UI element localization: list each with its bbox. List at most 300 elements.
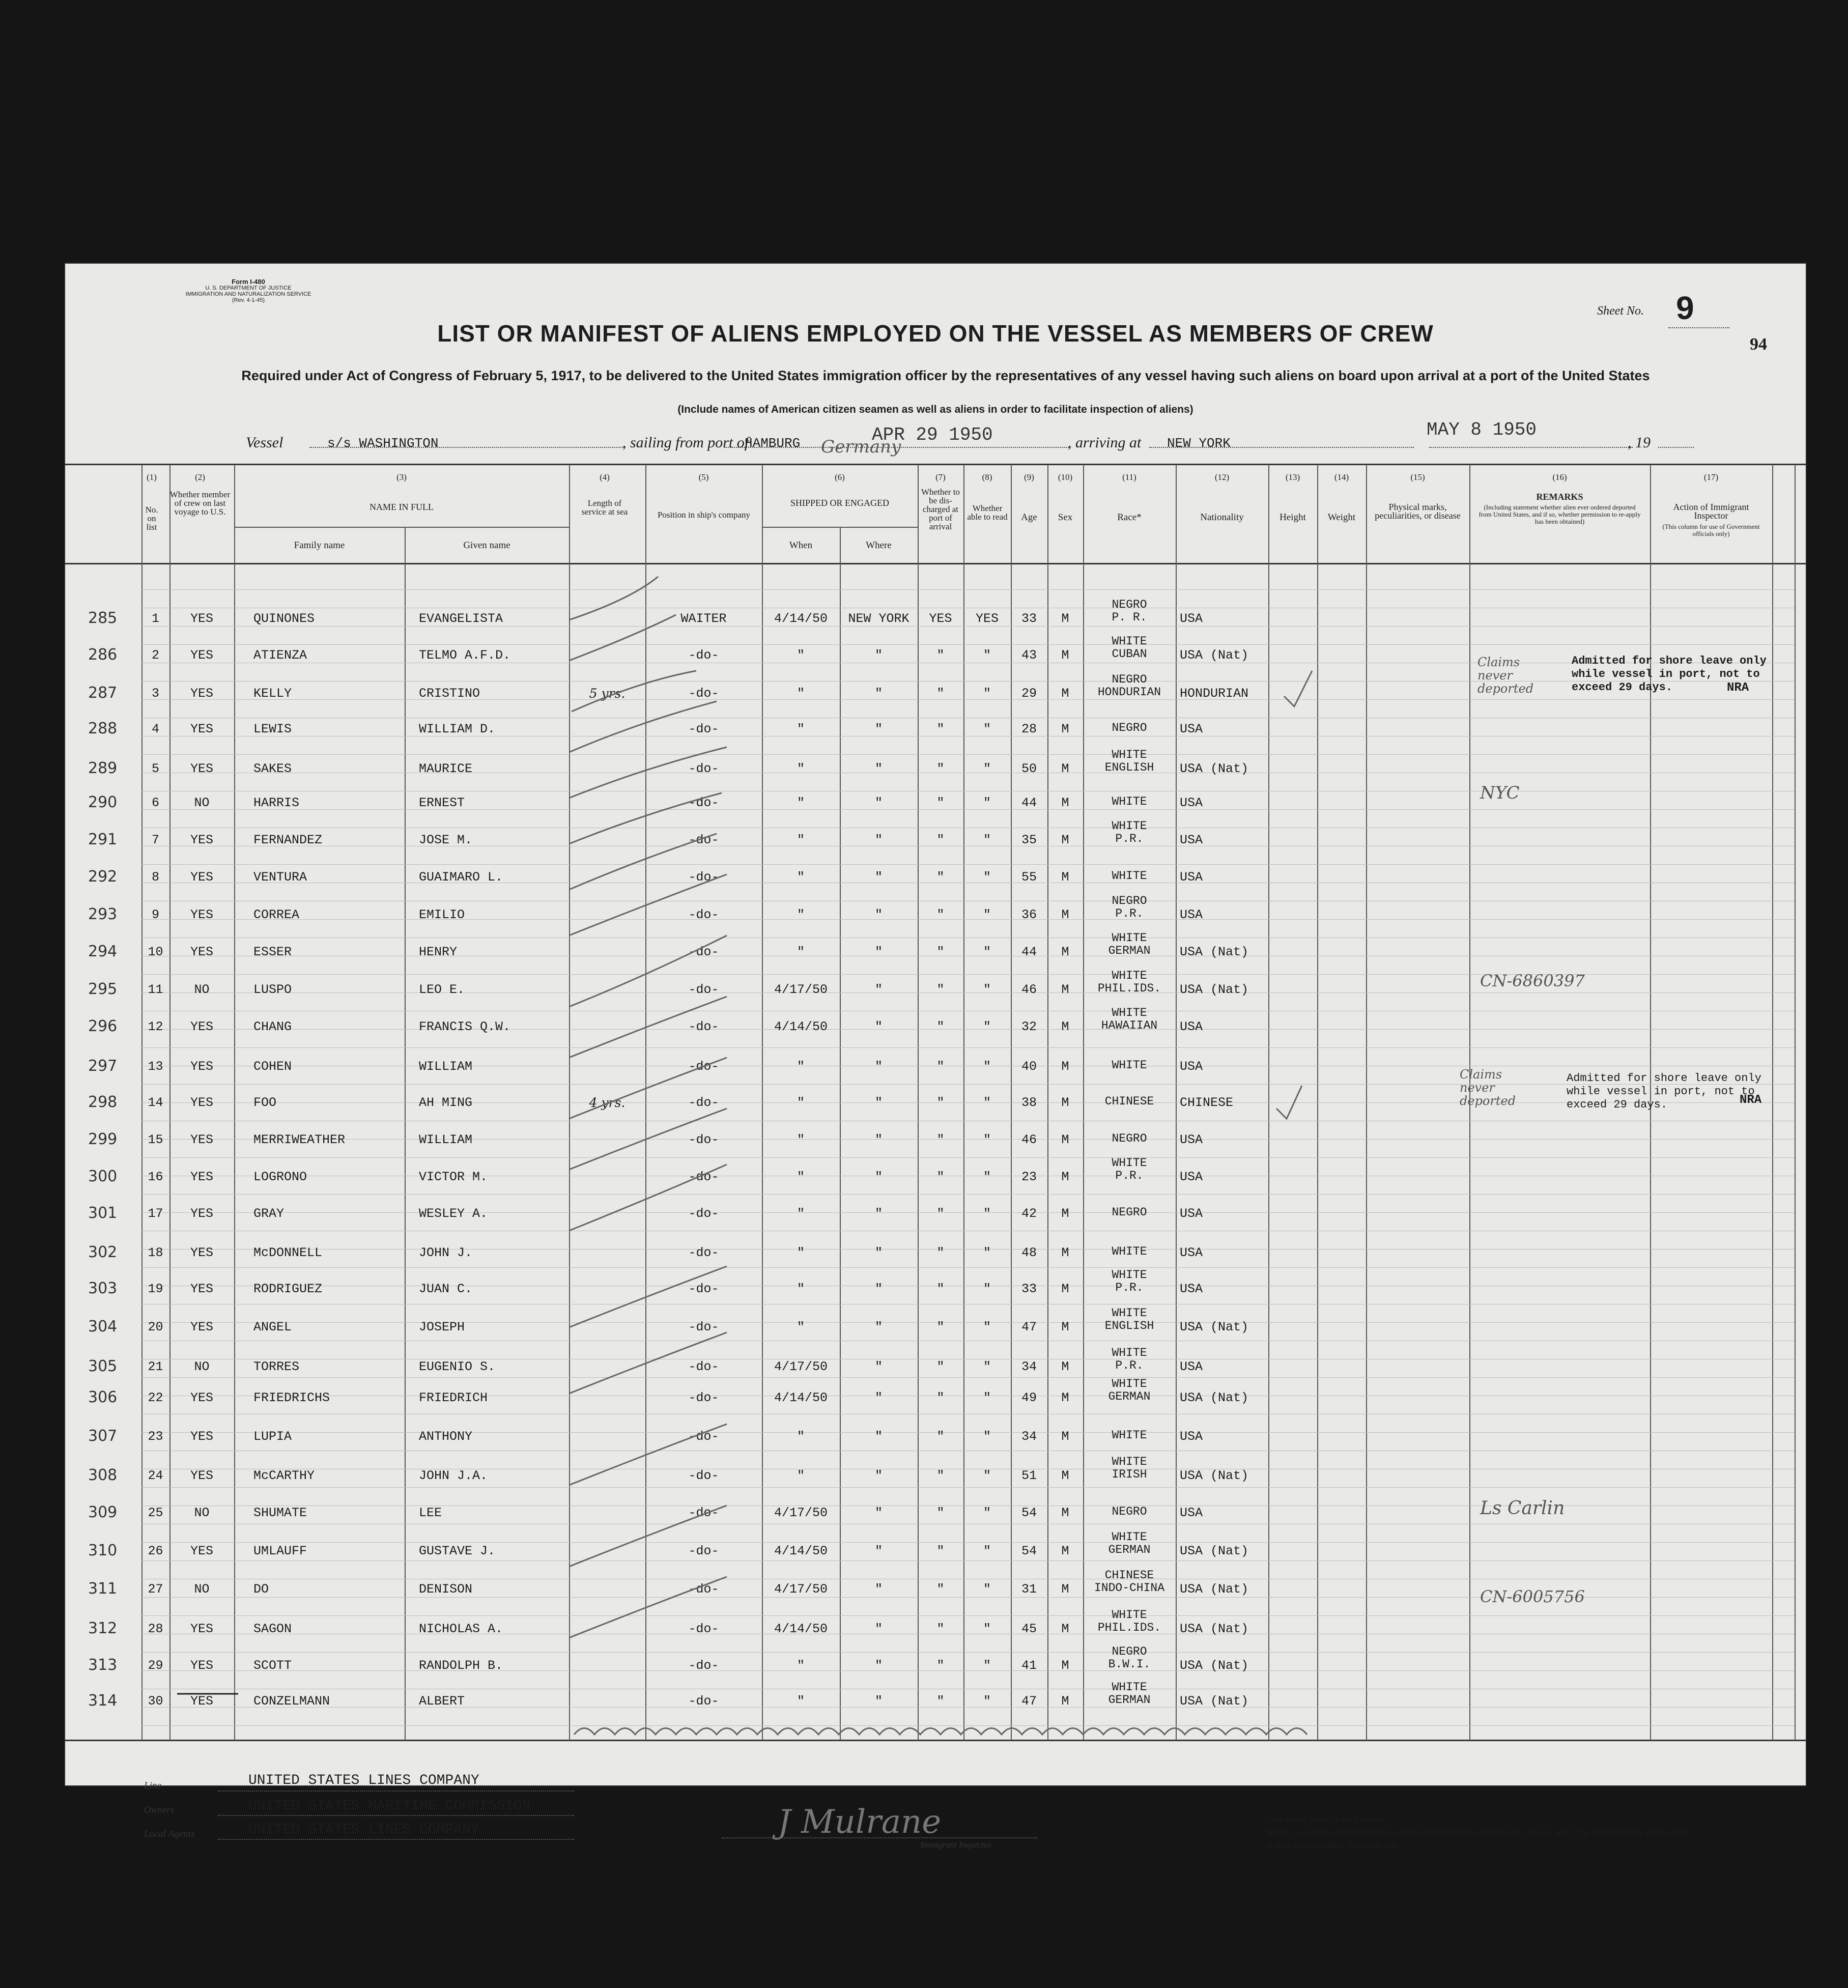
discharged: YES [929, 611, 952, 626]
race-line-2: CUBAN [1112, 647, 1147, 661]
position: -do- [688, 1429, 719, 1444]
shipped-where: " [874, 1390, 883, 1405]
header-age: Age [1021, 512, 1037, 523]
shipped-where: " [874, 1282, 883, 1296]
shipped-when: " [797, 1095, 805, 1110]
list-no: 6 [151, 796, 159, 810]
given-name: GUAIMARO L. [419, 870, 503, 885]
member-cell: NO [194, 1506, 210, 1520]
list-no: 14 [148, 1095, 163, 1110]
col-num-14: (14) [1334, 472, 1349, 482]
given-name: DENISON [419, 1582, 473, 1597]
race-line-1: WHITE [1112, 748, 1147, 761]
sailing-label: , sailing from port of [622, 434, 749, 451]
race-line-1: NEGRO [1112, 1645, 1147, 1658]
age: 54 [1021, 1506, 1037, 1520]
position: -do- [688, 1095, 719, 1110]
shipped-when: " [797, 1694, 805, 1709]
discharged: " [936, 907, 945, 922]
position: -do- [688, 761, 719, 776]
shipped-where: " [874, 1544, 883, 1558]
header-weight: Weight [1327, 512, 1356, 523]
shipped-when: " [797, 907, 805, 922]
age: 49 [1021, 1390, 1037, 1405]
able-to-read: " [983, 833, 991, 847]
position: -do- [688, 1582, 719, 1597]
sex: M [1061, 945, 1069, 959]
family-name: RODRIGUEZ [253, 1282, 323, 1296]
given-name: EUGENIO S. [419, 1359, 496, 1374]
line-number: 298 [88, 1093, 118, 1111]
able-to-read: " [983, 945, 991, 959]
header-given-name: Given name [463, 540, 510, 551]
line-number: 309 [88, 1503, 118, 1521]
shipped-when: " [797, 945, 805, 959]
shipped-where: " [874, 686, 883, 701]
list-no: 19 [148, 1282, 163, 1296]
list-no: 7 [151, 833, 159, 847]
nationality: USA (Nat) [1180, 1622, 1249, 1636]
line-number: 301 [88, 1204, 118, 1222]
arrival-date-stamp: MAY 8 1950 [1427, 419, 1537, 440]
shipped-where: " [874, 1359, 883, 1374]
shipped-where: " [874, 1095, 883, 1110]
age: 28 [1021, 722, 1037, 736]
family-name: LOGRONO [253, 1170, 307, 1184]
shipped-when: " [797, 1170, 805, 1184]
nationality: USA [1180, 1429, 1203, 1444]
sex: M [1061, 833, 1069, 847]
sex: M [1061, 1582, 1069, 1597]
department: U. S. DEPARTMENT OF JUSTICE [205, 285, 292, 291]
shipped-when: 4/14/50 [774, 1544, 828, 1558]
able-to-read: " [983, 1468, 991, 1483]
col-num-17: (17) [1703, 472, 1719, 482]
nationality: USA [1180, 796, 1203, 810]
member-cell: NO [194, 1582, 210, 1597]
able-to-read: " [983, 870, 991, 885]
revision: (Rev. 4-1-45) [232, 297, 265, 303]
sex: M [1061, 686, 1069, 701]
able-to-read: " [983, 1506, 991, 1520]
inspector-signature: J Mulrane [778, 1803, 942, 1841]
list-no: 26 [148, 1544, 163, 1558]
sex: M [1061, 1694, 1069, 1709]
shipped-where: " [874, 761, 883, 776]
able-to-read: " [983, 1095, 991, 1110]
race-line-1: WHITE [1112, 819, 1147, 833]
remark-admitted-1: Admitted for shore leave only while vessel in port, not to exceed 29 days. [1572, 655, 1767, 694]
line-number: 300 [88, 1168, 118, 1185]
discharged: " [936, 1019, 945, 1034]
member-cell: YES [190, 907, 213, 922]
family-name: SAGON [253, 1622, 292, 1636]
family-name: CHANG [253, 1019, 292, 1034]
age: 43 [1021, 648, 1037, 663]
position: -do- [688, 870, 719, 885]
line-number: 285 [88, 609, 118, 627]
discharged: " [936, 1282, 945, 1296]
col-num-15: (15) [1410, 472, 1425, 482]
shipped-when: " [797, 833, 805, 847]
line-label: Line [144, 1780, 161, 1791]
col-num-11: (11) [1122, 472, 1136, 482]
header-family-name: Family name [294, 540, 345, 551]
able-to-read: " [983, 1206, 991, 1221]
shipped-when: " [797, 1245, 805, 1260]
shipped-when: 4/14/50 [774, 611, 828, 626]
vessel-name: s/s WASHINGTON [327, 436, 439, 451]
position: -do- [688, 1544, 719, 1558]
col-num-6: (6) [835, 472, 845, 482]
header-sex: Sex [1058, 512, 1073, 523]
given-name: WILLIAM [419, 1132, 473, 1147]
race-line-2: P.R. [1115, 907, 1144, 920]
include-note: (Include names of American citizen seamen as well as aliens in order to facilitate inspection of aliens) [677, 404, 1193, 415]
family-name: VENTURA [253, 870, 307, 885]
line-number: 292 [88, 868, 118, 886]
shipped-when: 4/14/50 [774, 1622, 828, 1636]
age: 33 [1021, 1282, 1037, 1296]
given-name: JOHN J. [419, 1245, 473, 1260]
list-no: 10 [148, 945, 163, 959]
race-line-2: INDO-CHINA [1094, 1581, 1165, 1595]
nationality: USA (Nat) [1180, 945, 1249, 959]
position: -do- [688, 1206, 719, 1221]
given-name: ANTHONY [419, 1429, 473, 1444]
family-name: COHEN [253, 1059, 292, 1074]
header-race: Race* [1117, 512, 1142, 523]
position: -do- [688, 1658, 719, 1673]
family-name: ESSER [253, 945, 292, 959]
list-no: 21 [148, 1359, 163, 1374]
able-to-read: " [983, 1582, 991, 1597]
age: 45 [1021, 1622, 1037, 1636]
age: 48 [1021, 1245, 1037, 1260]
age: 34 [1021, 1359, 1037, 1374]
nationality: USA [1180, 1170, 1203, 1184]
list-no: 25 [148, 1506, 163, 1520]
able-to-read: " [983, 1245, 991, 1260]
nationality: USA [1180, 722, 1203, 736]
nationality: USA (Nat) [1180, 982, 1249, 997]
discharged: " [936, 833, 945, 847]
able-to-read: " [983, 722, 991, 736]
race-line-1: WHITE [1112, 1006, 1147, 1019]
family-name: FERNANDEZ [253, 833, 323, 847]
header-action-sub: (This column for use of Government officials only) [1662, 523, 1760, 537]
given-name: JOSE M. [419, 833, 473, 847]
shipped-when: " [797, 1206, 805, 1221]
member-cell: YES [190, 945, 213, 959]
sailing-date-stamp: APR 29 1950 [872, 424, 993, 445]
family-name: SHUMATE [253, 1506, 307, 1520]
remark-nra-1: NRA [1727, 681, 1749, 695]
shipped-when: " [797, 761, 805, 776]
able-to-read: " [983, 1132, 991, 1147]
shipped-when: 4/17/50 [774, 1582, 828, 1597]
family-name: FRIEDRICHS [253, 1390, 330, 1405]
given-name: VICTOR M. [419, 1170, 488, 1184]
position: -do- [688, 1390, 719, 1405]
able-to-read: " [983, 1019, 991, 1034]
race-line-1: WHITE [1112, 1681, 1147, 1694]
shipped-when: " [797, 1468, 805, 1483]
discharged: " [936, 1582, 945, 1597]
race-line-2: ENGLISH [1104, 761, 1154, 774]
discharged: " [936, 761, 945, 776]
position: -do- [688, 796, 719, 810]
able-to-read: " [983, 1282, 991, 1296]
able-to-read: " [983, 907, 991, 922]
header-physical: Physical marks, peculiarities, or disease [1375, 502, 1461, 521]
member-cell: NO [194, 982, 210, 997]
family-name: LEWIS [253, 722, 292, 736]
discharged: " [936, 870, 945, 885]
race-line-1: WHITE [1112, 1268, 1147, 1282]
age: 54 [1021, 1544, 1037, 1558]
nationality: HONDURIAN [1180, 686, 1249, 701]
pencil-marks [65, 264, 1806, 1785]
able-to-read: " [983, 1359, 991, 1374]
col-num-4: (4) [600, 472, 610, 482]
col-num-10: (10) [1058, 472, 1073, 482]
nationality: CHINESE [1180, 1095, 1234, 1110]
position: -do- [688, 1468, 719, 1483]
race-line-1: NEGRO [1112, 1132, 1147, 1145]
owners-value: UNITED STATES MARITIME COMMISSION [248, 1798, 531, 1814]
member-cell: YES [190, 761, 213, 776]
member-cell: YES [190, 722, 213, 736]
race-line-2: P. R. [1112, 611, 1147, 624]
age: 41 [1021, 1658, 1037, 1673]
sex: M [1061, 907, 1069, 922]
discharged: " [936, 945, 945, 959]
race-line-1: WHITE [1112, 869, 1147, 883]
arriving-label: , arriving at [1068, 434, 1142, 451]
able-to-read: " [983, 686, 991, 701]
sex: M [1061, 870, 1069, 885]
member-cell: YES [190, 1245, 213, 1260]
page-title: LIST OR MANIFEST OF ALIENS EMPLOYED ON THE VESSEL AS MEMBERS OF CREW [437, 320, 1434, 347]
shipped-when: " [797, 1132, 805, 1147]
race-line-1: WHITE [1112, 1608, 1147, 1622]
nationality: USA [1180, 870, 1203, 885]
shipped-where: " [874, 1506, 883, 1520]
race-line-1: WHITE [1112, 1059, 1147, 1072]
list-no: 29 [148, 1658, 163, 1673]
shipped-when: " [797, 870, 805, 885]
race-line-2: GERMAN [1108, 1390, 1151, 1403]
given-name: GUSTAVE J. [419, 1544, 496, 1558]
discharged: " [936, 722, 945, 736]
agents-label: Local Agents [144, 1829, 195, 1839]
races-note: *See list of races on back hereof. [1266, 1814, 1388, 1825]
header-remarks: REMARKS [1536, 492, 1583, 502]
discharged: " [936, 1694, 945, 1709]
age: 35 [1021, 833, 1037, 847]
discharged: " [936, 1320, 945, 1334]
given-name: FRIEDRICH [419, 1390, 488, 1405]
position: -do- [688, 1059, 719, 1074]
shipped-where: " [874, 1320, 883, 1334]
nationality: USA [1180, 1206, 1203, 1221]
departure-port: HAMBURG [745, 436, 801, 451]
list-no: 20 [148, 1320, 163, 1334]
shipped-where: " [874, 1468, 883, 1483]
discharged: " [936, 1544, 945, 1558]
race-line-2: GERMAN [1108, 1693, 1151, 1707]
list-no: 28 [148, 1622, 163, 1636]
position: -do- [688, 1694, 719, 1709]
race-line-2: P.R. [1115, 832, 1144, 845]
race-line-1: WHITE [1112, 795, 1147, 808]
race-line-2: P.R. [1115, 1359, 1144, 1372]
race-line-2: PHIL.IDS. [1097, 1621, 1161, 1634]
footer-lines [218, 1815, 574, 1816]
given-name: CRISTINO [419, 686, 480, 701]
line-value: UNITED STATES LINES COMPANY [248, 1773, 479, 1788]
shipped-when: " [797, 1059, 805, 1074]
family-name: McCARTHY [253, 1468, 315, 1483]
sex: M [1061, 1170, 1069, 1184]
able-to-read: " [983, 648, 991, 663]
col-num-7: (7) [935, 472, 946, 482]
line-number: 308 [88, 1466, 118, 1484]
race-line-2: GERMAN [1108, 944, 1151, 957]
member-cell: YES [190, 1320, 213, 1334]
line-number: 302 [88, 1243, 118, 1261]
nationality: USA [1180, 1059, 1203, 1074]
header-name-in-full: NAME IN FULL [369, 502, 434, 512]
given-name: WILLIAM [419, 1059, 473, 1074]
line-number: 289 [88, 759, 118, 777]
shipped-where: " [874, 1582, 883, 1597]
sex: M [1061, 1359, 1069, 1374]
shipped-where: NEW YORK [848, 611, 909, 626]
race-line-2: IRISH [1112, 1468, 1147, 1481]
race-line-2: GERMAN [1108, 1543, 1151, 1556]
discharged: " [936, 686, 945, 701]
form-number: Form I-480 [232, 278, 265, 286]
col-num-3: (3) [396, 472, 407, 482]
sheet-number: 9 [1676, 290, 1694, 326]
departure-port-handwritten: Germany [821, 437, 901, 457]
family-name: TORRES [253, 1359, 300, 1374]
member-cell: YES [190, 1468, 213, 1483]
line-number: 299 [88, 1130, 118, 1148]
discharged: " [936, 1429, 945, 1444]
age: 40 [1021, 1059, 1037, 1074]
shipped-where: " [874, 722, 883, 736]
given-name: TELMO A.F.D. [419, 648, 511, 663]
race-line-2: ENGLISH [1104, 1319, 1154, 1332]
agents-value: UNITED STATES LINES COMPANY [248, 1822, 479, 1838]
age: 46 [1021, 982, 1037, 997]
line-number: 306 [88, 1388, 118, 1406]
member-cell: NO [194, 1359, 210, 1374]
remark-carlin: Ls Carlin [1480, 1498, 1565, 1519]
member-cell: YES [190, 648, 213, 663]
age: 46 [1021, 1132, 1037, 1147]
signature-line [722, 1837, 1037, 1838]
family-name: QUINONES [253, 611, 315, 626]
able-to-read: " [983, 1694, 991, 1709]
list-no: 23 [148, 1429, 163, 1444]
position: -do- [688, 1359, 719, 1374]
list-no: 13 [148, 1059, 163, 1074]
given-name: LEO E. [419, 982, 465, 997]
sex: M [1061, 1095, 1069, 1110]
line-number: 291 [88, 831, 118, 848]
race-line-2: HAWAIIAN [1101, 1019, 1158, 1032]
shipped-where: " [874, 1206, 883, 1221]
age: 55 [1021, 870, 1037, 885]
nationality: USA [1180, 1245, 1203, 1260]
given-name: WILLIAM D. [419, 722, 496, 736]
sex: M [1061, 761, 1069, 776]
manifest-sheet [65, 264, 1806, 1850]
member-cell: YES [190, 1694, 213, 1709]
member-cell: YES [190, 870, 213, 885]
race-line-1: CHINESE [1104, 1569, 1154, 1582]
sex: M [1061, 648, 1069, 663]
nationality: USA [1180, 907, 1203, 922]
line-number: 287 [88, 684, 118, 702]
required-statement: Required under Act of Congress of February 5, 1917, to be delivered to the United States immigration officer by the representatives of any vessel having such aliens on board upon arrival at a port of the United States [241, 368, 1650, 383]
given-name: AH MING [419, 1095, 473, 1110]
race-line-1: NEGRO [1112, 598, 1147, 611]
age: 33 [1021, 611, 1037, 626]
race-line-2: PHIL.IDS. [1097, 982, 1161, 995]
able-to-read: " [983, 1622, 991, 1636]
sex: M [1061, 1622, 1069, 1636]
age: 34 [1021, 1429, 1037, 1444]
able-to-read: " [983, 796, 991, 810]
given-name: ALBERT [419, 1694, 465, 1709]
discharged: " [936, 1095, 945, 1110]
shipped-where: " [874, 1622, 883, 1636]
shipped-where: " [874, 945, 883, 959]
list-no: 16 [148, 1170, 163, 1184]
col-num-16: (16) [1552, 472, 1567, 482]
family-name: McDONNELL [253, 1245, 323, 1260]
list-no: 17 [148, 1206, 163, 1221]
nationality: USA (Nat) [1180, 1694, 1249, 1709]
discharged: " [936, 1359, 945, 1374]
shipped-when: " [797, 1320, 805, 1334]
position: WAITER [680, 611, 727, 626]
age: 44 [1021, 796, 1037, 810]
able-to-read: " [983, 761, 991, 776]
family-name: CORREA [253, 907, 300, 922]
race-line-1: WHITE [1112, 1245, 1147, 1258]
nationality: USA [1180, 1506, 1203, 1520]
sex: M [1061, 722, 1069, 736]
shipped-when: " [797, 648, 805, 663]
family-name: LUPIA [253, 1429, 292, 1444]
shipped-when: " [797, 1429, 805, 1444]
able-to-read: " [983, 1390, 991, 1405]
header-when: When [789, 540, 813, 551]
remark-admitted-2: Admitted for shore leave only while vessel in port, not to exceed 29 days. [1567, 1072, 1761, 1111]
position: -do- [688, 722, 719, 736]
able-to-read: " [983, 1320, 991, 1334]
shipped-where: " [874, 982, 883, 997]
shipped-when: 4/14/50 [774, 1390, 828, 1405]
list-no: 1 [151, 611, 159, 626]
discharged: " [936, 982, 945, 997]
